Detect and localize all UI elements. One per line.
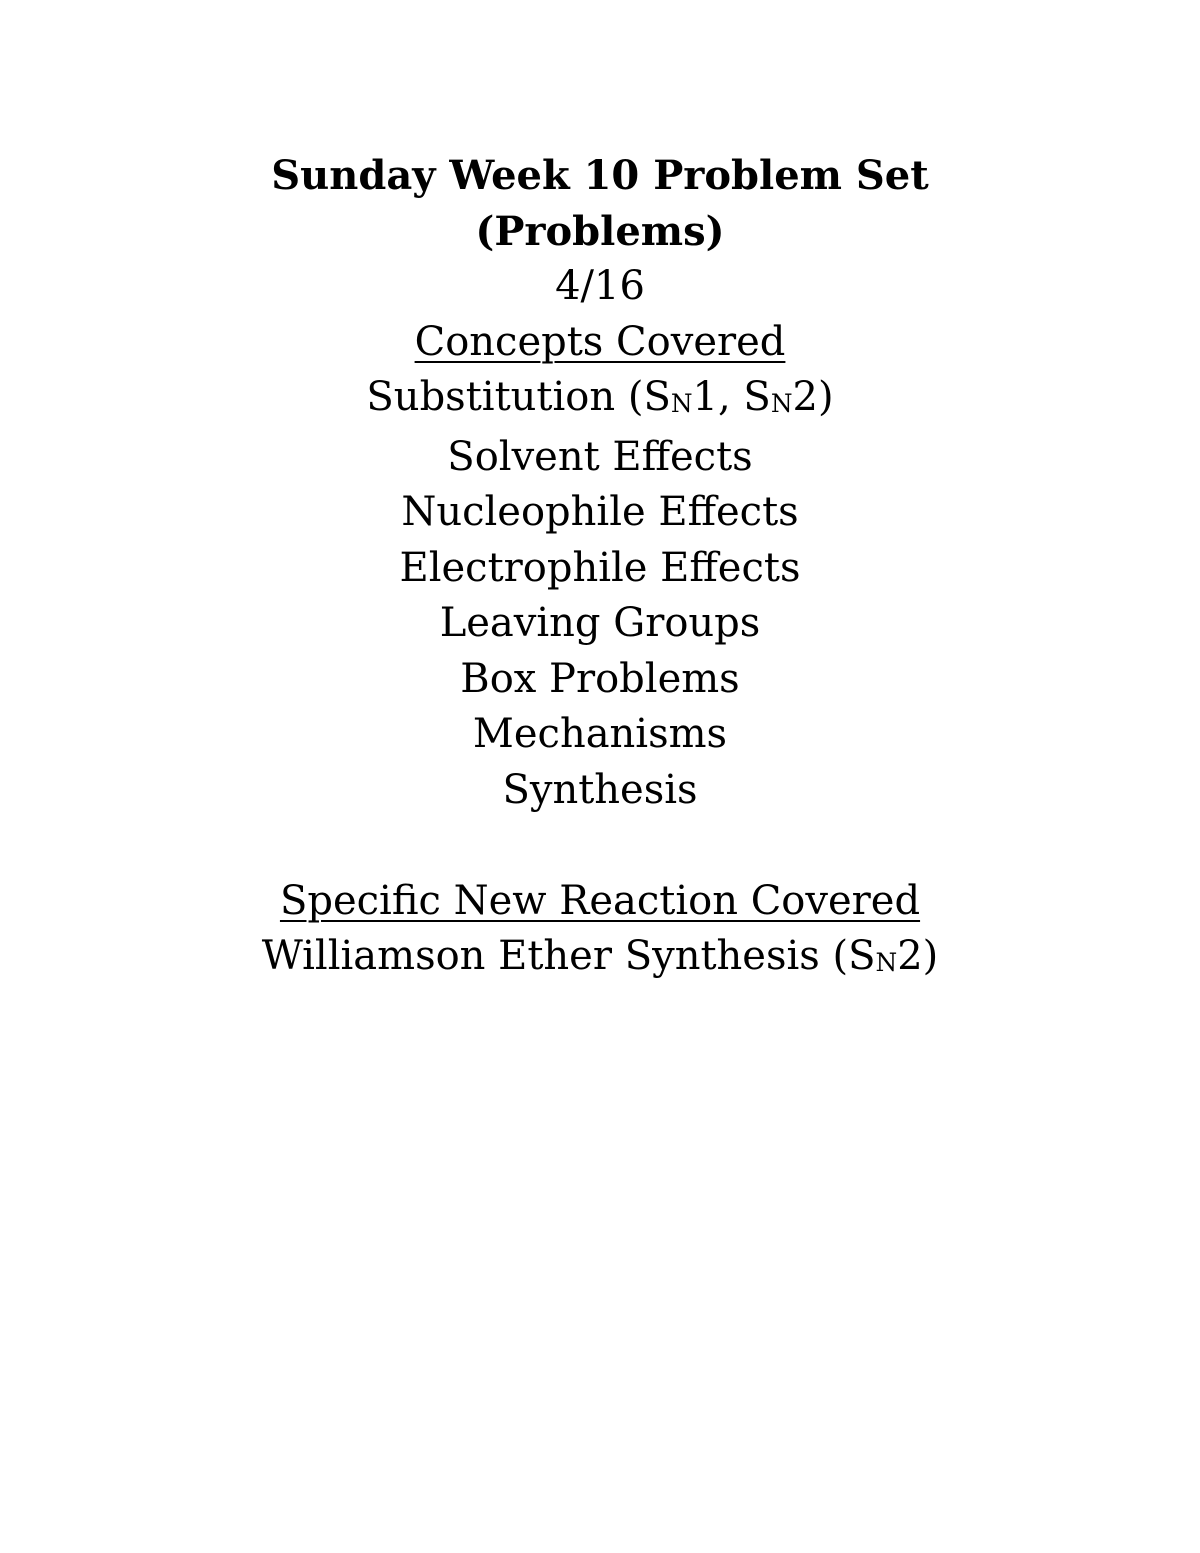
concept-synthesis: Synthesis xyxy=(502,766,698,813)
reaction-williamson-ether-synthesis xyxy=(0,929,1200,989)
title-line-1: Sunday Week 10 Problem Set xyxy=(271,152,929,199)
blank-line xyxy=(0,818,1200,874)
substitution-prefix: Substitution (S xyxy=(366,374,671,420)
reaction-suffix: 2) xyxy=(897,933,939,979)
concept-electrophile-effects: Electrophile Effects xyxy=(399,544,801,591)
concept-solvent-effects: Solvent Effects xyxy=(447,433,753,480)
concept-mechanisms: Mechanisms xyxy=(472,711,728,757)
substitution-suffix: 2) xyxy=(792,374,834,420)
concept-leaving-groups: Leaving Groups xyxy=(439,600,761,646)
concepts-heading-text: Concepts Covered xyxy=(414,318,786,365)
title-line-2: (Problems) xyxy=(475,207,725,255)
date: 4/16 xyxy=(555,263,645,309)
document-content xyxy=(0,148,1200,989)
concept-nucleophile-effects: Nucleophile Effects xyxy=(401,489,799,535)
concepts-heading xyxy=(0,315,1200,371)
concept-substitution xyxy=(0,370,1200,430)
concept-box-problems: Box Problems xyxy=(460,655,740,702)
reaction-heading-text: Specific New Reaction Covered xyxy=(279,877,921,924)
subscript-n: N xyxy=(670,389,693,419)
reaction-prefix: Williamson Ether Synthesis (S xyxy=(261,933,876,979)
subscript-n: N xyxy=(875,948,898,978)
substitution-middle: 1, S xyxy=(692,374,771,420)
subscript-n: N xyxy=(770,389,793,419)
reaction-heading xyxy=(0,874,1200,930)
